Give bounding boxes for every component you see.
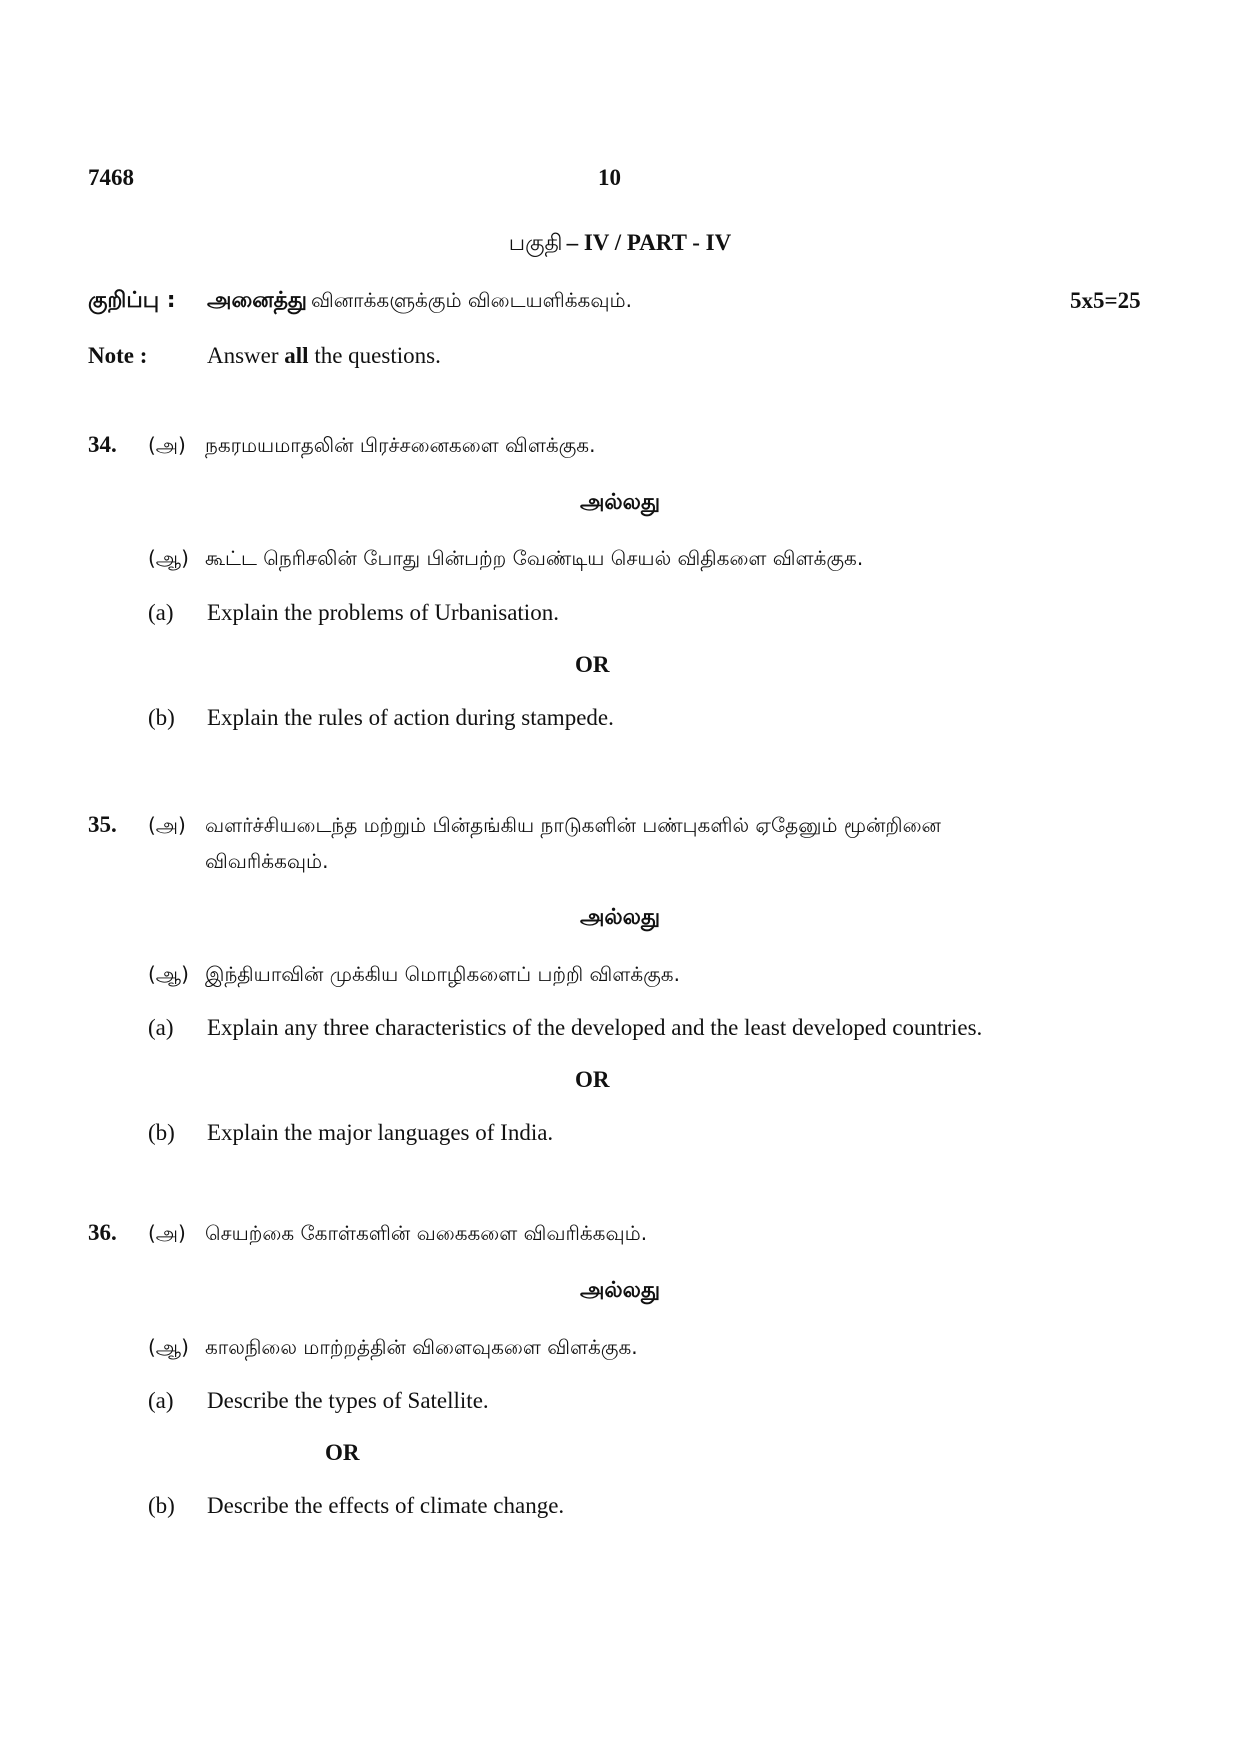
q36-b-tamil: காலநிலை மாற்றத்தின் விளைவுகளை விளக்குக. <box>205 1335 638 1359</box>
q34-a-tamil: நகரமயமாதலின் பிரச்சனைகளை விளக்குக. <box>205 433 596 457</box>
q36-b-english: Describe the effects of climate change. <box>207 1493 565 1518</box>
q35-b-marker-english: (b) <box>148 1120 175 1145</box>
q34-b-marker-english: (b) <box>148 705 175 730</box>
q34-b-tamil: கூட்ட நெரிசலின் போது பின்பற்ற வேண்டிய செயல் விதிகளை விளக்குக. <box>205 546 864 570</box>
q35-b-tamil: இந்தியாவின் முக்கிய மொழிகளைப் பற்றி விளக்குக. <box>205 962 680 986</box>
page-number: 10 <box>598 165 621 190</box>
part-heading-tamil: பகுதி <box>508 231 563 256</box>
q34-or-english: OR <box>575 652 610 677</box>
q35-or-tamil: அல்லது <box>579 905 661 930</box>
tamil-note-bold: அனைத்து <box>207 288 308 313</box>
tamil-note-label: குறிப்பு : <box>88 288 176 313</box>
q34-a-marker-tamil: (அ) <box>148 433 186 457</box>
q35-a-marker-tamil: (அ) <box>148 813 186 837</box>
q35-a-english: Explain any three characteristics of the developed and the least developed countries. <box>207 1015 983 1040</box>
q36-a-marker-tamil: (அ) <box>148 1221 186 1245</box>
q36-a-marker-english: (a) <box>148 1388 174 1413</box>
q34-b-marker-tamil: (ஆ) <box>148 546 189 570</box>
part-heading <box>0 230 1240 259</box>
q34-a-marker-english: (a) <box>148 600 174 625</box>
q36-or-english: OR <box>325 1440 360 1465</box>
q35-a-marker-english: (a) <box>148 1015 174 1040</box>
english-note-bold: all <box>284 343 309 368</box>
q34-or-tamil: அல்லது <box>579 490 661 515</box>
q36-a-tamil: செயற்கை கோள்களின் வகைகளை விவரிக்கவும். <box>205 1221 648 1245</box>
question-36-number: 36. <box>88 1220 117 1245</box>
part-heading-roman: – IV / PART - IV <box>566 230 732 255</box>
question-34-number: 34. <box>88 432 117 457</box>
question-35-number: 35. <box>88 812 117 837</box>
q34-a-english: Explain the problems of Urbanisation. <box>207 600 559 625</box>
q35-a-tamil-cont: விவரிக்கவும். <box>205 849 329 873</box>
english-note-label: Note : <box>88 343 148 368</box>
q35-b-english: Explain the major languages of India. <box>207 1120 554 1145</box>
total-marks: 5x5=25 <box>1070 288 1141 313</box>
q36-or-tamil: அல்லது <box>579 1278 661 1303</box>
q35-or-english: OR <box>575 1067 610 1092</box>
paper-code: 7468 <box>88 165 134 190</box>
q36-a-english: Describe the types of Satellite. <box>207 1388 489 1413</box>
english-note-post: the questions. <box>314 343 441 368</box>
english-note-text <box>207 343 441 369</box>
q36-b-marker-english: (b) <box>148 1493 175 1518</box>
q35-b-marker-tamil: (ஆ) <box>148 962 189 986</box>
q35-a-tamil: வளர்ச்சியடைந்த மற்றும் பின்தங்கிய நாடுகளின் பண்புகளில் ஏதேனும் மூன்றினை <box>205 813 941 837</box>
english-note-pre: Answer <box>207 343 279 368</box>
tamil-note-rest: வினாக்களுக்கும் விடையளிக்கவும். <box>311 288 632 312</box>
q36-b-marker-tamil: (ஆ) <box>148 1335 189 1359</box>
tamil-note-text <box>207 288 632 316</box>
q34-b-english: Explain the rules of action during stampede. <box>207 705 614 730</box>
